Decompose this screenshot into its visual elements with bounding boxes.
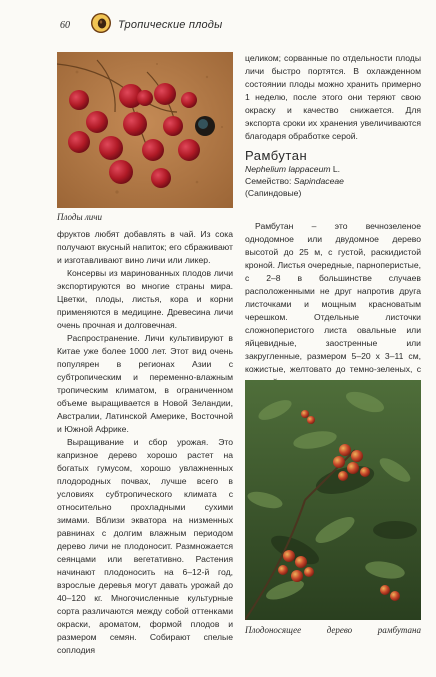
paragraph: Консервы из маринованных плодов личи экспортируются во многие страны мира. Цветки, плоды, листья, кора и корни применяются в медицине. Древесина личи очень прочная и долговечная. [57, 268, 233, 330]
species-heading [245, 148, 421, 199]
caption-word: Плодоносящее [245, 625, 302, 635]
caption-word: рамбутана [377, 625, 421, 635]
lychee-photo [57, 52, 233, 208]
right-column-description [245, 220, 421, 389]
species-author: L. [332, 164, 341, 174]
lychee-caption: Плоды личи [57, 212, 103, 222]
paragraph: целиком; сорванные по отдельности плоды личи быстро портятся. В охлажденном состоянии плоды можно хранить примерно 1 неделю, после этого они теряют свою окраску и качество снижается. Для экспорта сроки их хранения увеличиваются благодаря обработке серой. [245, 53, 421, 141]
species-latin: Nephelium lappaceum [245, 164, 331, 174]
species-name: Рамбутан [245, 148, 308, 163]
paragraph: Рамбутан – это вечнозеленое однодомное или двудомное дерево высотой до 25 м, с густой, раскидистой кроной. Листья очередные, парноперистые, с 2–8 в большинстве случаев расположенными не друг напротив друга листочками и мощным красноватым черешком. Отдельные листочки сложноперистого листа овальные или яйцевидные, заостренные или закругленные, размером 5–20 x 3–11 см, кожистые, желтовато до темно-зеленых, с [245, 221, 421, 374]
family-latin: Sapindaceae [293, 176, 344, 186]
running-title: Тропические плоды [118, 19, 223, 31]
right-column-top-text [245, 52, 421, 143]
species-family-line [245, 175, 421, 187]
rambutan-caption [245, 625, 421, 635]
paragraph: фруктов любят добавлять в чай. Из сока получают вкусный напиток; его сбраживают и изготавливают вино личи или ликер. [57, 229, 233, 265]
fruit-icon [90, 12, 112, 34]
left-column-text [57, 228, 233, 657]
paragraph: Распространение. Личи культивируют в Китае уже более 1000 лет. Этот вид очень популярен в регионах Азии с субтропическим и переменно-влажным тропическим климатом, в ограниченном объеме выращивается в Новой Зеландии, Австралии, Латинской Америке, Восточной и Южной Африке. [57, 333, 233, 434]
rambutan-tree-photo [245, 380, 421, 620]
family-label: Семейство: [245, 176, 292, 186]
caption-word: дерево [326, 625, 353, 635]
species-latin-line [245, 163, 421, 175]
family-russian: (Сапиндовые) [245, 188, 302, 198]
paragraph: Выращивание и сбор урожая. Это капризное дерево хорошо растет на богатых гумусом, хорошо увлажненных плодородных почвах, лучше всего в условиях субтропического климата с относительно прохладными сухими зимами. Вблизи экватора на низменных равнинах с долгим влажным периодом дерево личи не плодоносит. Размножается сеянцами или вегетативно. Растения начинают плодоносить на 6–12-й год, взрослые деревья могут давать урожай до 40–120 кг. Многочисленные культурные сорта различаются между собой оттенками окраски, ароматом, формой плодов и размером семян. Собирают спелые соплодия [57, 437, 233, 655]
page-number: 60 [60, 20, 70, 31]
page-header [60, 18, 260, 38]
